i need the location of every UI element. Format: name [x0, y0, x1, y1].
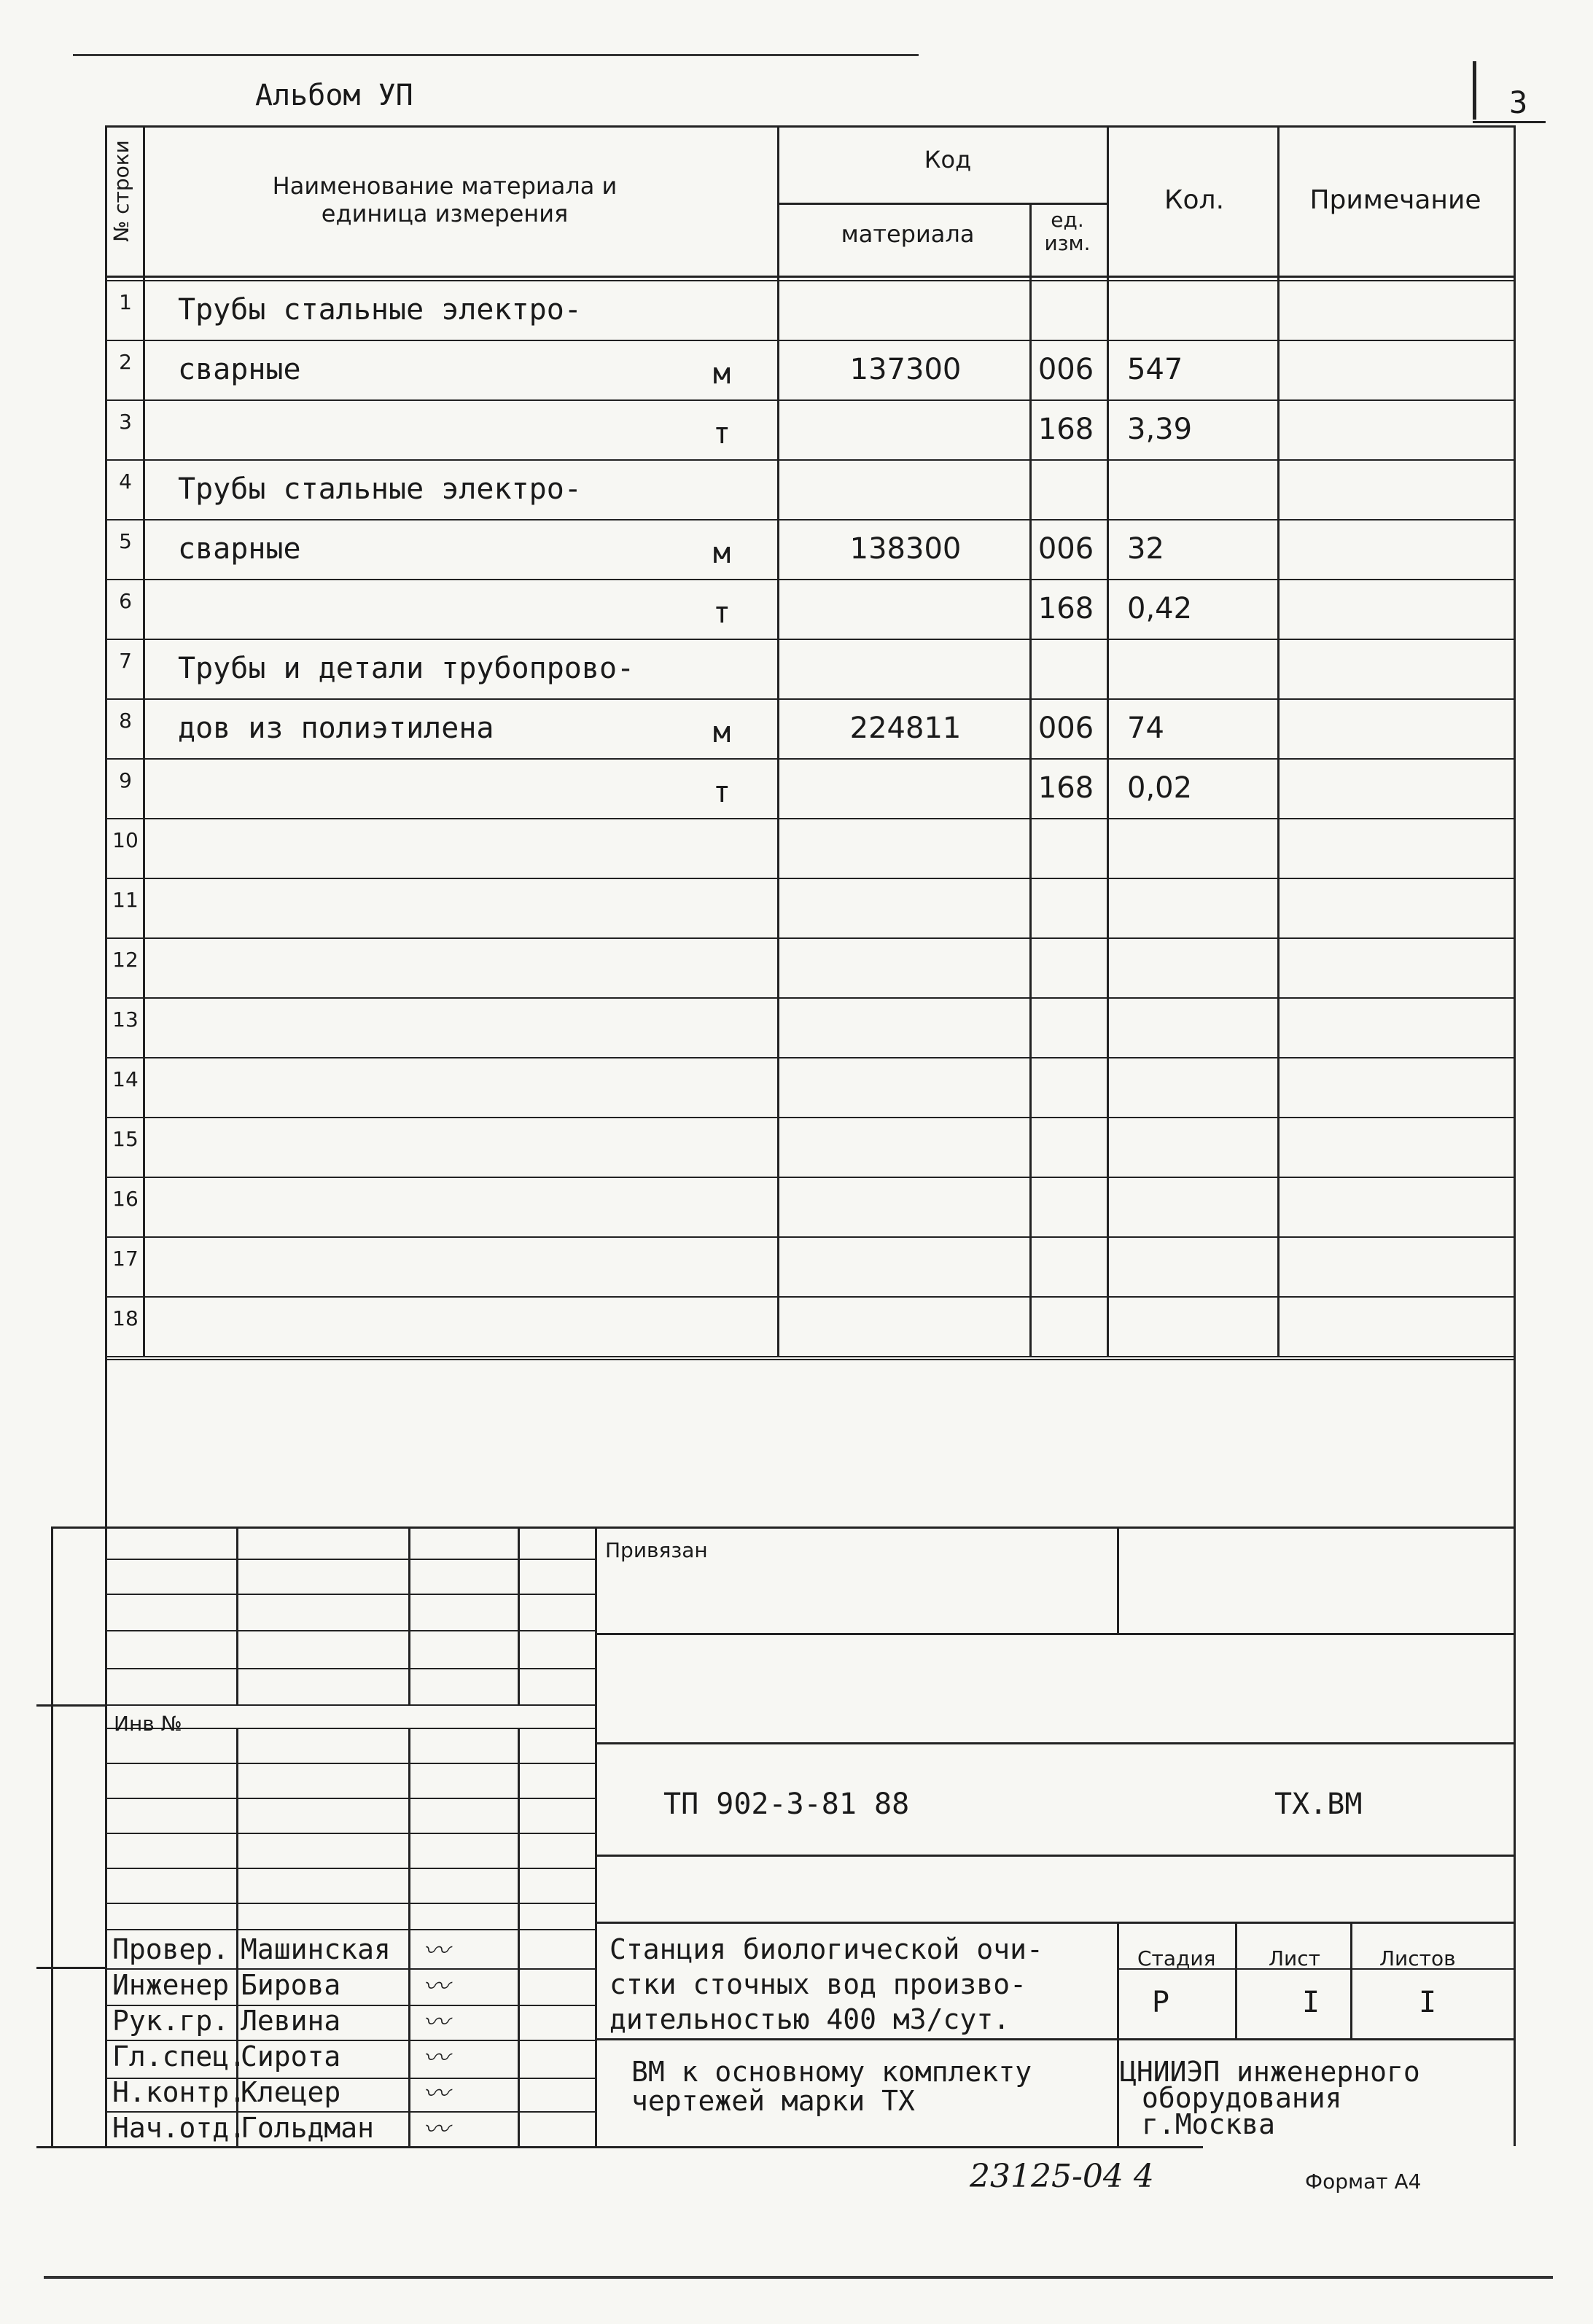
unit-code: 168: [1037, 592, 1094, 625]
stamp-left-border: [51, 1526, 53, 2146]
stamp-left-tick: [36, 1704, 105, 1707]
row-number: 9: [119, 768, 132, 792]
table-row: [0, 1117, 1593, 1177]
stamp-grid-row: [105, 1594, 595, 1595]
stamp-grid-row: [105, 1868, 595, 1869]
row-number: 1: [119, 290, 132, 314]
stamp-row: [595, 1742, 1514, 1744]
table-row: [0, 519, 1593, 579]
format-label: Формат А4: [1305, 2169, 1422, 2194]
doc-code: ТП 902-3-81 88: [663, 1787, 910, 1821]
material-name: дов из полиэтилена: [178, 711, 494, 745]
stamp-col: [518, 1526, 520, 1704]
stamp-grid-row: [105, 1903, 595, 1904]
unit-code: 168: [1037, 771, 1094, 805]
stamp-row: [595, 1922, 1514, 1924]
bottom-rule: [44, 2276, 1553, 2279]
table-row: [0, 1177, 1593, 1236]
material-code: 138300: [849, 532, 962, 566]
table-row: [0, 459, 1593, 519]
row-number: 2: [119, 350, 132, 374]
sheets-value: I: [1419, 1986, 1437, 2019]
row-number: 11: [112, 888, 139, 912]
staff-role: Н.контр.: [112, 2076, 246, 2108]
table-row: [0, 1236, 1593, 1296]
row-number: 16: [112, 1187, 139, 1211]
stamp-col: [595, 1526, 597, 2146]
row-divider: [105, 1356, 1514, 1357]
sheet-value: I: [1302, 1986, 1320, 2019]
sheet-label: Лист: [1269, 1946, 1320, 1970]
unit-code: 006: [1037, 532, 1094, 566]
row-number: 3: [119, 410, 132, 434]
unit-code: 168: [1037, 413, 1094, 446]
staff-role: Нач.отд.: [112, 2112, 246, 2144]
signature-icon: 〰: [423, 1972, 450, 2002]
row-number: 8: [119, 709, 132, 733]
stage-value: Р: [1152, 1986, 1170, 2019]
table-row: [0, 1057, 1593, 1117]
table-row: [0, 639, 1593, 698]
quantity: 3,39: [1127, 413, 1193, 446]
page-number: 3: [1509, 85, 1528, 120]
header-material-code: материала: [841, 220, 975, 248]
row-number: 10: [112, 828, 139, 852]
table-row: [0, 878, 1593, 937]
stamp-grid-row: [105, 1763, 595, 1764]
signature-icon: 〰: [423, 2008, 450, 2038]
sheets-label: Листов: [1379, 1946, 1456, 1970]
stamp-inner-left: [105, 1526, 107, 2146]
row-number: 7: [119, 649, 132, 673]
table-row: [0, 997, 1593, 1057]
quantity: 0,42: [1127, 592, 1193, 625]
album-label: Альбом УП: [255, 79, 413, 112]
stamp-grid-row: [105, 1559, 595, 1560]
page-number-divider: [1473, 61, 1476, 120]
row-number: 13: [112, 1007, 139, 1032]
table-row: [0, 579, 1593, 639]
stamp-row: [595, 1855, 1514, 1857]
table-row: [0, 399, 1593, 459]
org-line-1: ЦНИИЭП инженерного: [1120, 2056, 1420, 2088]
stamp-col: [236, 1526, 238, 1704]
table-top-border: [105, 125, 1514, 128]
table-row: [0, 818, 1593, 878]
material-name: Трубы и детали трубопрово-: [178, 652, 635, 685]
row-number: 18: [112, 1306, 139, 1330]
row-number: 5: [119, 529, 132, 553]
stamp-col-stage: [1117, 1922, 1119, 2146]
material-name: сварные: [178, 532, 301, 566]
table-row: [0, 1296, 1593, 1356]
header-unit-code: ед. изм.: [1044, 208, 1091, 255]
quantity: 0,02: [1127, 771, 1193, 805]
unit: м: [712, 357, 731, 391]
signature-icon: 〰: [423, 1936, 450, 1966]
staff-name: Сирота: [241, 2040, 341, 2073]
material-name: сварные: [178, 353, 301, 386]
header-code: Код: [924, 146, 972, 173]
stamp-grid-row: [105, 1630, 595, 1631]
project-title-line-1: Станция биологической очи-: [609, 1933, 1043, 1965]
header-quantity: Кол.: [1164, 185, 1225, 215]
table-body-bottom: [105, 1359, 1514, 1360]
page-number-underline: [1473, 121, 1546, 123]
row-number: 15: [112, 1127, 139, 1151]
row-number: 17: [112, 1247, 139, 1271]
table-row: [0, 340, 1593, 399]
doc-title-line-1: ВМ к основному комплекту: [631, 2056, 1032, 2088]
material-name: Трубы стальные электро-: [178, 472, 582, 506]
quantity: 32: [1127, 532, 1164, 566]
staff-name: Машинская: [241, 1933, 391, 1965]
stamp-top-border: [51, 1526, 1514, 1529]
top-rule: [73, 54, 919, 56]
stamp-right-border: [1514, 1526, 1516, 2146]
stamp-col-sheet: [1235, 1922, 1237, 2038]
archive-number: 23125-04 4: [970, 2158, 1154, 2195]
stamp-col-lower: [518, 1728, 520, 2146]
org-line-2: оборудования: [1142, 2082, 1342, 2114]
staff-name: Гольдман: [241, 2112, 375, 2144]
table-row: [0, 280, 1593, 340]
staff-role: Провер.: [112, 1933, 230, 1965]
table-row: [0, 937, 1593, 997]
table-row: [0, 758, 1593, 818]
privyazan-divider: [1117, 1526, 1119, 1633]
stamp-grid-row: [105, 1704, 595, 1706]
staff-role: Гл.спец.: [112, 2040, 246, 2073]
stamp-grid-row: [105, 1929, 595, 1930]
quantity: 74: [1127, 711, 1164, 745]
stamp-bottom-border: [36, 2146, 1203, 2148]
material-code: 224811: [849, 711, 962, 745]
header-bottom-border: [105, 276, 1514, 278]
stamp-col-sheets: [1350, 1922, 1352, 2038]
staff-role: Рук.гр.: [112, 2005, 230, 2037]
stamp-grid-row: [105, 1833, 595, 1834]
row-number: 14: [112, 1067, 139, 1091]
material-name: Трубы стальные электро-: [178, 293, 582, 327]
doc-title-line-2: чертежей марки ТХ: [631, 2085, 915, 2117]
staff-name: Бирова: [241, 1969, 341, 2001]
quantity: 547: [1127, 353, 1183, 386]
material-code: 137300: [849, 353, 962, 386]
unit-code: 006: [1037, 353, 1094, 386]
unit-code: 006: [1037, 711, 1094, 745]
staff-name: Левина: [241, 2005, 341, 2037]
unit: м: [712, 716, 731, 749]
header-name: Наименование материала и единица измерения: [272, 172, 618, 227]
unit: м: [712, 537, 731, 570]
staff-role: Инженер: [112, 1969, 230, 2001]
stamp-row: [595, 1633, 1514, 1635]
stamp-col: [408, 1526, 410, 1704]
row-number: 12: [112, 948, 139, 972]
stamp-col-lower: [408, 1728, 410, 2146]
project-title-line-2: стки сточных вод произво-: [609, 1968, 1027, 2000]
signature-icon: 〰: [423, 2043, 450, 2073]
org-line-3: г.Москва: [1142, 2108, 1276, 2140]
inv-no-label: Инв №: [114, 1712, 182, 1736]
row-number: 6: [119, 589, 132, 613]
stamp-row: [595, 2038, 1514, 2040]
table-row: [0, 698, 1593, 758]
code-subheader-divider: [777, 203, 1107, 205]
unit: т: [712, 417, 731, 451]
doc-mark: ТХ.ВМ: [1274, 1787, 1363, 1821]
row-number: 4: [119, 469, 132, 494]
privyazan-label: Привязан: [605, 1538, 708, 1562]
stamp-left-tick: [36, 1967, 105, 1969]
stamp-grid-row: [105, 1668, 595, 1669]
signature-icon: 〰: [423, 2115, 450, 2145]
header-row-no: № строки: [109, 140, 133, 242]
staff-name: Клецер: [241, 2076, 341, 2108]
stage-label: Стадия: [1137, 1946, 1216, 1970]
unit: т: [712, 776, 731, 809]
unit: т: [712, 596, 731, 630]
signature-icon: 〰: [423, 2079, 450, 2109]
header-note: Примечание: [1309, 185, 1481, 215]
stamp-grid-row: [105, 1798, 595, 1799]
project-title-line-3: дительностью 400 м3/сут.: [609, 2003, 1010, 2035]
